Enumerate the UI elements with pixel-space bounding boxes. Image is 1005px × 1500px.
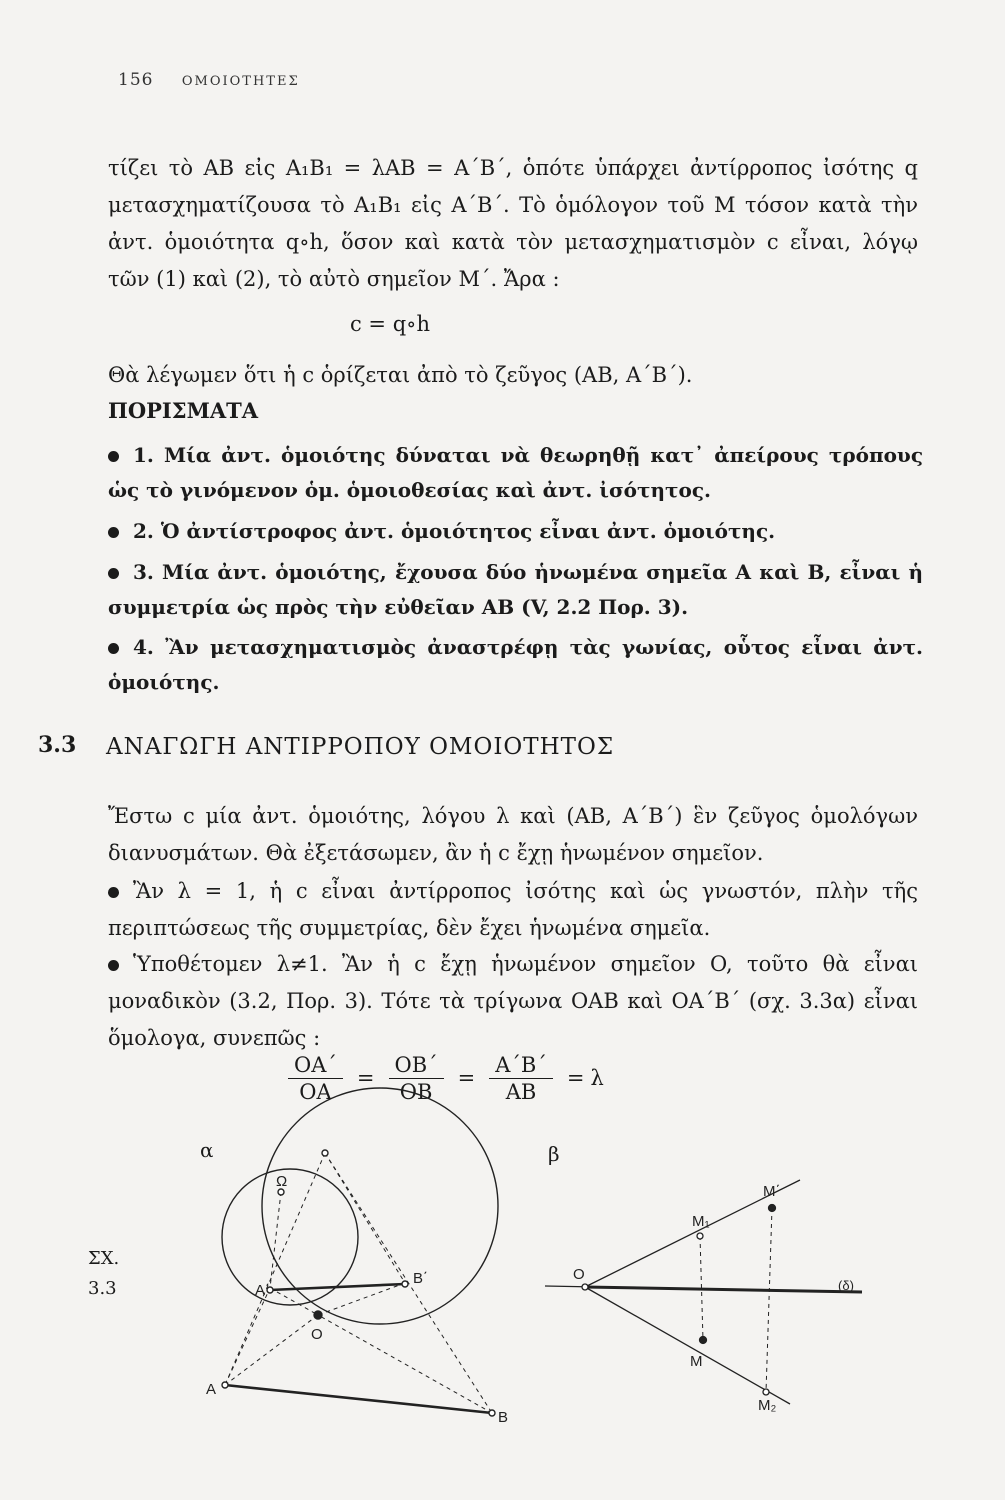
section-paragraph: Ἔστω c μία ἀντ. ὁμοιότης, λόγου λ καὶ (AB, A΄B΄) ἓν ζεῦγος ὁμολόγων διανυσμάτων. Θὰ ἐξετάσωμεν, ἂν ἡ c ἔχῃ ἡνωμένον σημεῖον. <box>108 804 918 865</box>
dashed-line <box>270 1192 281 1288</box>
corollaries-heading: ΠΟΡΙΣΜΑΤΑ <box>108 398 259 423</box>
point-m2 <box>763 1389 769 1395</box>
point-m-prime <box>769 1205 776 1212</box>
case-text: Ὑποθέτομεν λ≠1. Ἂν ἡ c ἔχῃ ἡνωμένον σημεῖον O, τοῦτο θὰ εἶναι μοναδικὸν (3.2, Πορ. 3). Τότε τὰ τρίγωνα OAB καὶ OA΄B΄ (σχ. 3.3α) εἶναι ὅμολογα, συνεπῶς : <box>108 952 918 1050</box>
numerator: OA΄ <box>288 1052 343 1079</box>
ray-delta <box>585 1287 862 1292</box>
equation: c = q∘h <box>350 312 430 336</box>
lambda-result: λ <box>590 1066 604 1090</box>
dashed-line <box>325 1153 405 1283</box>
point-a <box>222 1382 228 1388</box>
page-number: 156 <box>118 70 154 90</box>
figure-a-label: α <box>200 1138 214 1162</box>
denominator: AB <box>505 1079 537 1104</box>
equals-sign: = <box>457 1066 476 1090</box>
caption-line: 3.3 <box>88 1278 117 1299</box>
dashed-line <box>225 1315 318 1385</box>
point-top <box>322 1150 328 1156</box>
corollary-text: 2. Ὁ ἀντίστροφος ἀντ. ὁμοιότητος εἶναι ἀντ. ὁμοιότης. <box>133 519 776 543</box>
section-number: 3.3 <box>38 732 77 758</box>
label-a-prime: A΄ <box>255 1282 270 1299</box>
definition-paragraph: Θὰ λέγωμεν ὅτι ἡ c ὁρίζεται ἀπὸ τὸ ζεῦγος (AB, A΄B΄). <box>108 363 693 387</box>
dashed-line <box>766 1208 772 1392</box>
label-delta: (δ) <box>838 1278 854 1293</box>
point-o <box>582 1284 588 1290</box>
equals-sign: = <box>356 1066 375 1090</box>
figure-a <box>222 1088 498 1416</box>
denominator: OB <box>399 1079 433 1104</box>
label-m-prime: M΄ <box>763 1183 781 1200</box>
label-m1: M₁ <box>692 1213 710 1230</box>
label-omega: Ω <box>276 1173 288 1190</box>
corollary-text: 4. Ἂν μετασχηματισμὸς ἀναστρέφῃ τὰς γωνίας, οὗτος εἶναι ἀντ. ὁμοιότης. <box>108 635 923 694</box>
segment-ab <box>225 1385 492 1413</box>
numerator: OB΄ <box>389 1052 444 1079</box>
dashed-line <box>225 1153 325 1385</box>
circle-small <box>222 1169 358 1305</box>
point-o <box>314 1311 322 1319</box>
denominator: OA <box>299 1079 332 1104</box>
case-text: Ἂν λ = 1, ἡ c εἶναι ἀντίρροπος ἰσότης καὶ ὡς γνωστόν, πλὴν τῆς περιπτώσεως τῆς συμμετρίας, δὲν ἔχει ἡνωμένα σημεῖα. <box>108 879 918 940</box>
section-title: ΑΝΑΓΩΓΗ ΑΝΤΙΡΡΟΠΟΥ ΟΜΟΙΟΤΗΤΟΣ <box>106 734 615 760</box>
label-o: O <box>311 1326 323 1343</box>
label-m2: M₂ <box>758 1397 777 1414</box>
equals-sign: = <box>566 1066 585 1090</box>
numerator: A΄B΄ <box>489 1052 553 1079</box>
caption-line: ΣΧ. <box>88 1248 120 1269</box>
ray-lower <box>585 1287 790 1404</box>
corollary-text: 3. Μία ἀντ. ὁμοιότης, ἔχουσα δύο ἡνωμένα σημεῖα A καὶ B, εἶναι ἡ συμμετρία ὡς πρὸς τὴν εὐθεῖαν AB (V, 2.2 Πορ. 3). <box>108 560 923 619</box>
point-b <box>489 1410 495 1416</box>
running-title: ΟΜΟΙΟΤΗΤΕΣ <box>181 74 300 89</box>
dashed-line <box>225 1288 270 1385</box>
label-a: A <box>206 1381 217 1398</box>
corollary-text: 1. Μία ἀντ. ὁμοιότης δύναται νὰ θεωρηθῇ κατ᾽ ἀπείρους τρόπους ὡς τὸ γινόμενον ὁμ. ὁμοιοθεσίας καὶ ἀντ. ἰσότητος. <box>108 443 923 502</box>
label-b-prime: B΄ <box>413 1270 428 1287</box>
label-b: B <box>498 1409 509 1426</box>
label-m: M <box>690 1353 703 1370</box>
label-o: O <box>573 1266 585 1283</box>
figure-b-labels <box>573 1183 854 1414</box>
point-m <box>700 1337 707 1344</box>
point-b-prime <box>402 1281 408 1287</box>
perpendiculars <box>700 1208 772 1392</box>
point-m1 <box>697 1233 703 1239</box>
intro-paragraph: τίζει τὸ AB εἰς A₁B₁ = λAB = A΄B΄, ὁπότε ὑπάρχει ἀντίρροπος ἰσότης q μετασχηματίζουσα τὸ A₁B₁ εἰς A΄B΄. Τὸ ὁμόλογον τοῦ M τόσον κατὰ τὴν ἀντ. ὁμοιότητα q∘h, ὅσον καὶ κατὰ τὸν μετασχηματισμὸν c εἶναι, λόγῳ τῶν (1) καὶ (2), τὸ αὐτὸ σημεῖον M΄. Ἄρα : <box>108 156 918 291</box>
figure-b-label: β <box>548 1142 560 1166</box>
